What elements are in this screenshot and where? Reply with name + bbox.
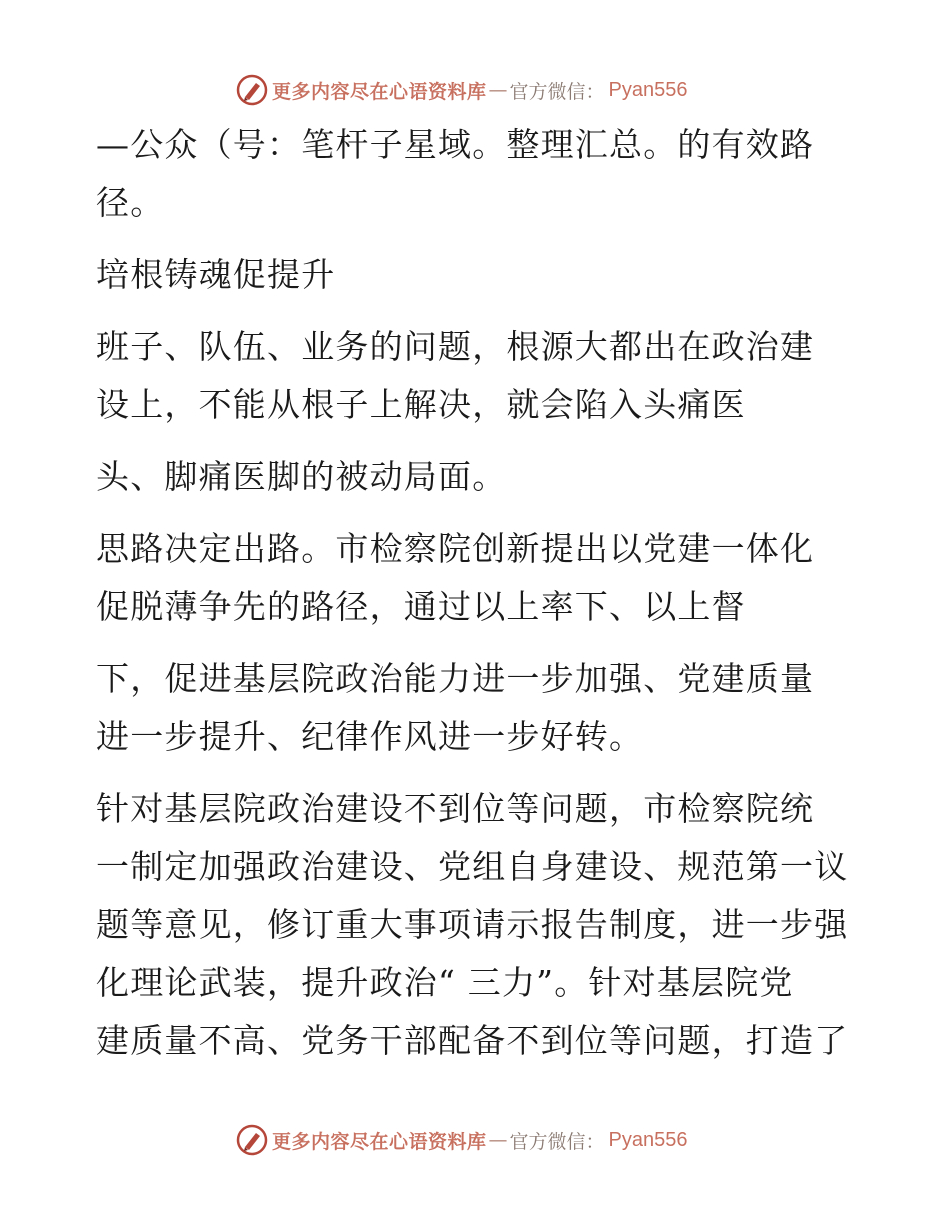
banner-wechat-label: 官方微信： [509,80,605,103]
paragraph [96,448,856,506]
text-line: 径。 [96,183,165,222]
header-banner [236,72,688,108]
text-line: 一制定加强政治建设、党组自身建设、规范第一议 [96,847,849,886]
text-line: 题等意见，修订重大事项请示报告制度，进一步强 [96,905,849,944]
paragraph [96,650,856,766]
text-line: 下，促进基层院政治能力进一步加强、党建质量 [96,659,815,698]
text-line: 思路决定出路。市检察院创新提出以党建一体化 [96,529,815,568]
text-line: 针对基层院政治建设不到位等问题，市检察院统 [96,789,815,828]
document-body [96,116,856,1070]
pen-logo-icon [236,1124,268,1156]
banner-wechat-label: 官方微信： [509,1130,605,1153]
banner-title: 更多内容尽在心语资料库 [272,1130,487,1153]
banner-wechat-id: Pyan556 [608,1128,688,1151]
text-line: 促脱薄争先的路径，通过以上率下、以上督 [96,587,746,626]
paragraph [96,780,856,1070]
text-line: 化理论武装，提升政治“ 三力”。针对基层院党 [96,963,794,1002]
paragraph [96,116,856,232]
paragraph [96,520,856,636]
banner-dash: — [488,1129,508,1151]
text-line: 班子、队伍、业务的问题，根源大都出在政治建 [96,327,815,366]
text-line: 头、脚痛医脚的被动局面。 [96,457,507,496]
text-line: 进一步提升、纪律作风进一步好转。 [96,717,644,756]
banner-title: 更多内容尽在心语资料库 [272,80,487,103]
paragraph [96,318,856,434]
banner-dash: — [488,79,508,101]
banner-wechat-id: Pyan556 [608,78,688,101]
text-line: 培根铸魂促提升 [96,255,336,294]
text-line: —公众（号：笔杆子星域。整理汇总。的有效路 [96,125,815,164]
footer-banner [236,1122,688,1158]
text-line: 设上，不能从根子上解决，就会陷入头痛医 [96,385,746,424]
section-heading [96,246,856,304]
pen-logo-icon [236,74,268,106]
text-line: 建质量不高、党务干部配备不到位等问题，打造了 [96,1021,849,1060]
